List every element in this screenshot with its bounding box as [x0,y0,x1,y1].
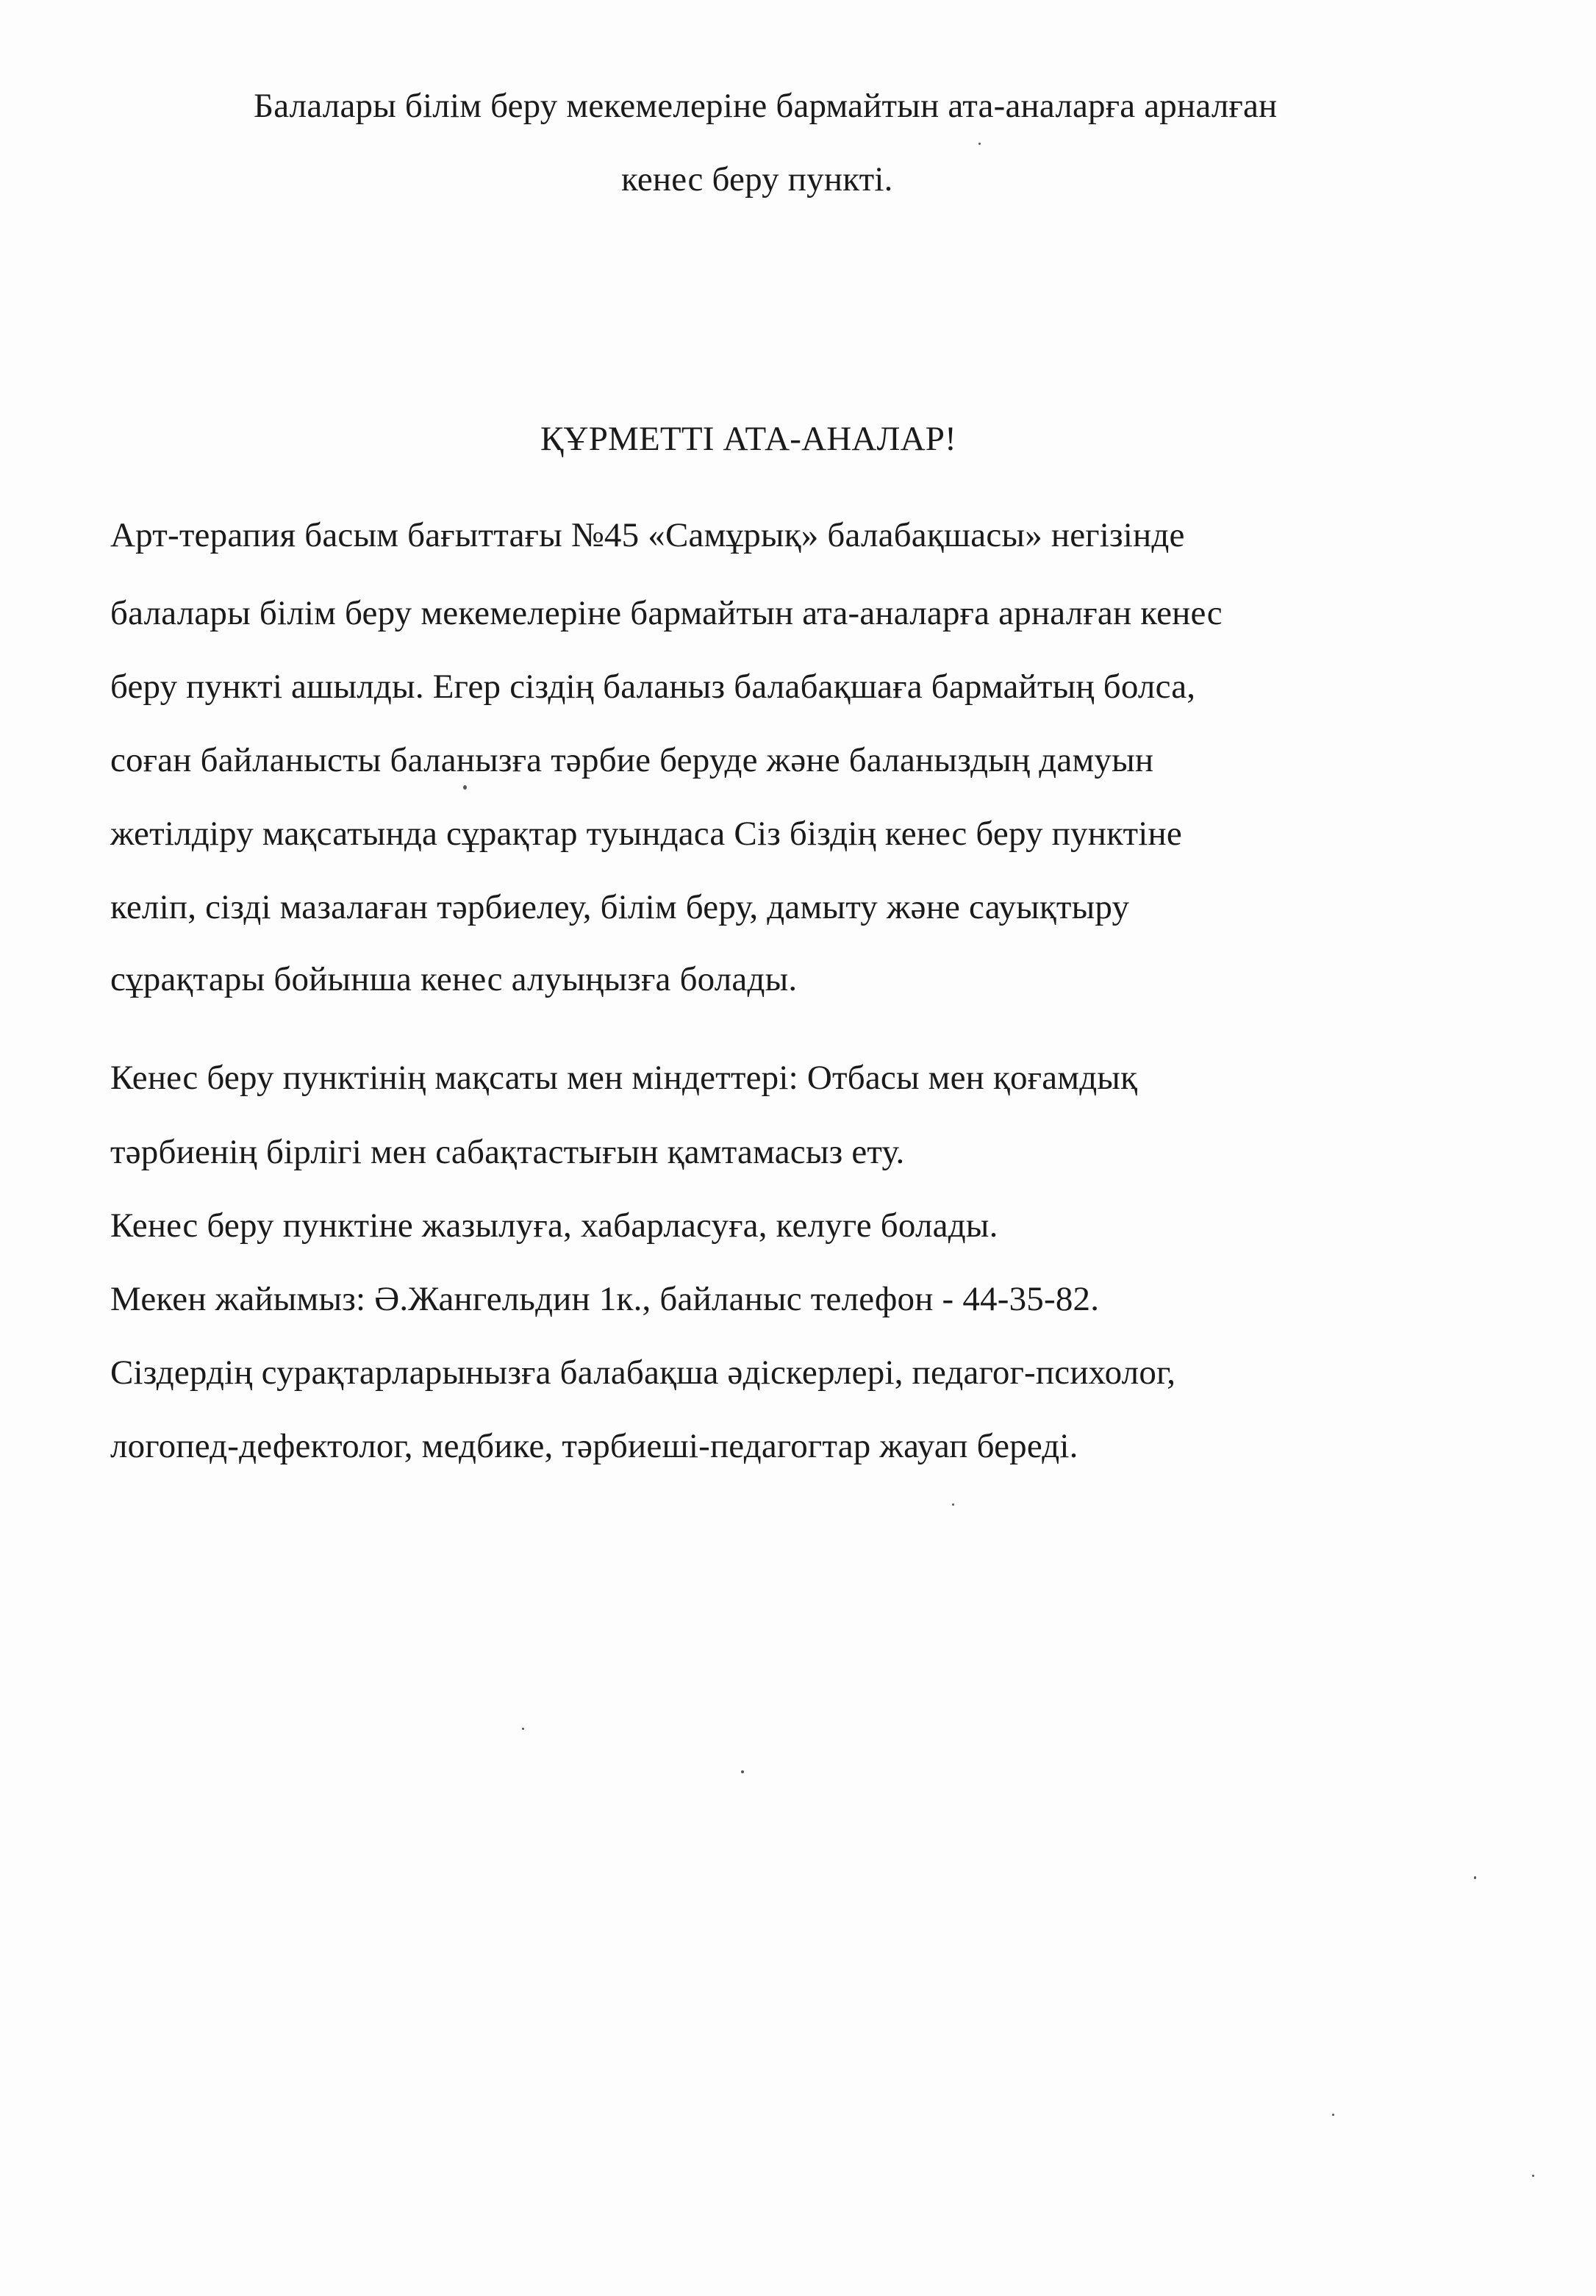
paragraph2-line: логопед-дефектолог, медбике, тәрбиеші-педагогтар жауап береді. [110,1427,1078,1465]
scan-speck [1474,1876,1476,1879]
scan-speck [463,785,467,790]
paragraph1-line: соған байланысты баланызға тәрбие беруде және баланыздың дамуын [110,741,1154,779]
paragraph2-line: Сіздердің сурақтарларынызға балабақша әдіскерлері, педагог-психолог, [110,1353,1176,1392]
scan-speck [978,143,981,145]
paragraph1-line: Арт-терапия басым бағыттағы №45 «Самұрық» балабақшасы» негізінде [110,516,1185,554]
paragraph2-line: Мекен жайымыз: Ә.Жангельдин 1к., байланыс телефон - 44-35-82. [110,1280,1100,1318]
scan-speck [952,1503,954,1506]
document-title-line-2: кенес беру пункті. [621,160,893,199]
scan-speck [741,1770,744,1773]
scan-speck [1532,2175,1534,2177]
paragraph2-line: Кенес беру пунктінің мақсаты мен міндеттері: Отбасы мен қоғамдық [110,1059,1138,1097]
paragraph1-line: сұрақтары бойынша кенес алуыңызға болады. [110,960,798,998]
document-title-line-1: Балалары білім беру мекемелеріне бармайтын ата-аналарға арналған [254,87,1278,125]
paragraph1-line: жетілдіру мақсатында сұрақтар туындаса Сіз біздің кенес беру пунктіне [110,815,1182,853]
greeting-heading: ҚҰРМЕТТІ АТА-АНАЛАР! [540,420,956,458]
paragraph2-line: тәрбиенің бірлігі мен сабақтастығын қамтамасыз ету. [110,1133,905,1171]
scan-speck [522,1728,524,1730]
scan-speck [1332,2114,1334,2116]
paragraph1-line: беру пункті ашылды. Егер сіздің баланыз балабақшаға бармайтың болса, [110,668,1196,706]
paragraph1-line: келіп, сізді мазалаған тәрбиелеу, білім беру, дамыту және сауықтыру [110,888,1130,926]
paragraph1-line: балалары білім беру мекемелеріне бармайтын ата-аналарға арналған кенес [110,594,1223,632]
paragraph2-line: Кенес беру пунктіне жазылуға, хабарласуға, келуге болады. [110,1206,998,1245]
